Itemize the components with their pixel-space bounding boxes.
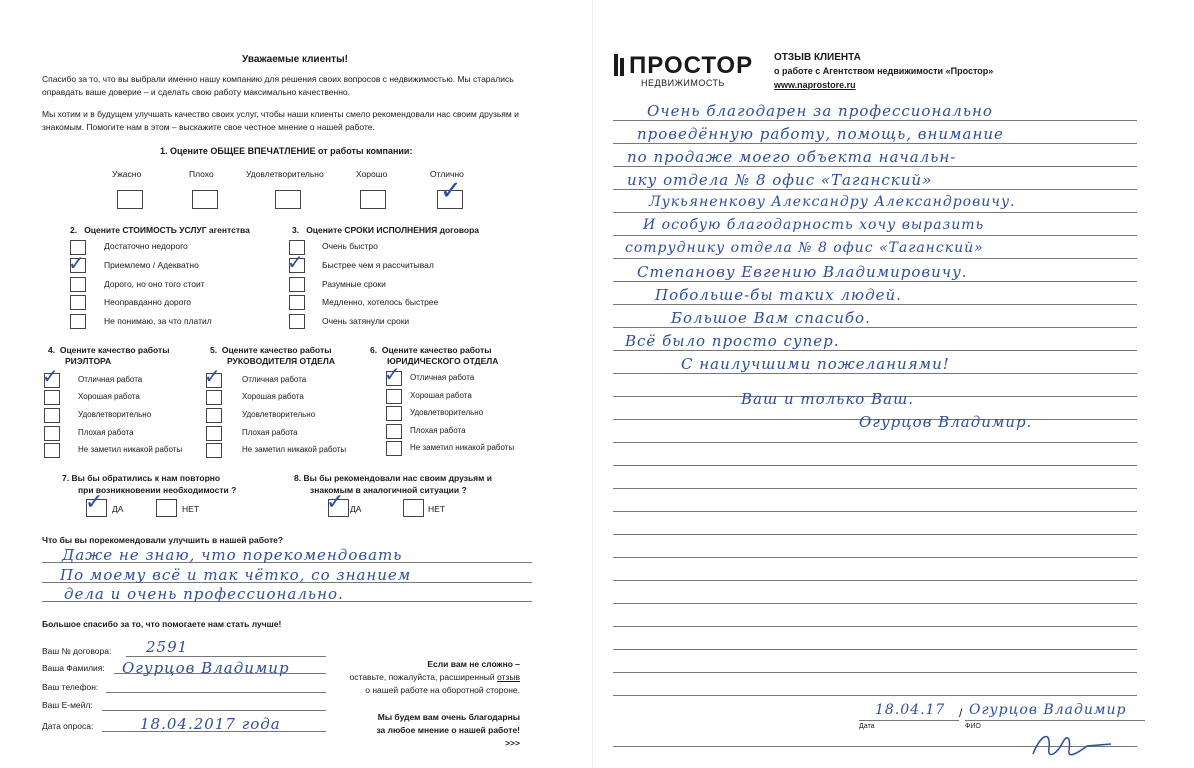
q1-checkbox[interactable] — [192, 190, 218, 209]
q7-no-label: НЕТ — [182, 504, 199, 514]
q6-option-label: Не заметил никакой работы — [410, 443, 515, 452]
q5-checkbox[interactable] — [206, 390, 222, 405]
intro-paragraph-2: Мы хотим и в будущем улучшать качество своих услуг, чтобы наши клиенты смело рекомендовали нас своим друзьям и знакомым. Помогите нам в этом – выскажите свое честное мнение о нашей работе. — [42, 109, 519, 132]
review-fio-value[interactable]: Огурцов Владимир — [969, 702, 1127, 718]
checkmark-icon: ✓ — [85, 490, 104, 515]
q4-label: 4. Оцените качество работы РИЭЛТОРА — [48, 345, 170, 366]
phone-label: Ваш телефон: — [42, 682, 99, 692]
ruled-line — [613, 189, 1137, 190]
q2-label: 2. Оцените СТОИМОСТЬ УСЛУГ агентства — [70, 225, 250, 235]
ruled-line — [613, 603, 1137, 604]
q3-checkbox[interactable] — [289, 295, 305, 310]
improve-answer-line: дела и очень профессионально. — [64, 585, 344, 603]
q6-option-label: Хорошая работа — [410, 391, 472, 400]
review-date-value[interactable]: 18.04.17 — [875, 702, 946, 718]
date-label: Дата — [859, 723, 875, 730]
ruled-line — [613, 120, 1137, 121]
gratitude-note: Мы будем вам очень благодарны за любое мнение о нашей работе! >>> — [376, 712, 520, 748]
q2-checkbox[interactable] — [70, 295, 86, 310]
ruled-line — [613, 212, 1137, 213]
q2-option-label: Достаточно недорого — [104, 241, 188, 251]
q8-label: 8. Вы бы рекомендовали нас своим друзьям и знакомым в аналогичной ситуации ? — [294, 473, 493, 495]
q8-yes-label: ДА — [350, 504, 362, 514]
checkmark-icon: ✓ — [440, 176, 462, 206]
q2-option-label: Дорого, но оно того стоит — [104, 279, 205, 289]
survey-page — [0, 0, 590, 768]
fio-line — [965, 720, 1145, 721]
q7-label: 7. Вы бы обратились к нам повторно при возникновении необходимости ? — [62, 473, 237, 495]
q1-checkbox[interactable] — [360, 190, 386, 209]
q4-option-label: Не заметил никакой работы — [78, 445, 183, 454]
ruled-line — [613, 258, 1137, 259]
checkmark-icon: ✓ — [326, 490, 345, 515]
checkmark-icon: ✓ — [42, 364, 59, 388]
q4-option-label: Отличная работа — [78, 375, 143, 384]
q5-label: 5. Оцените качество работы РУКОВОДИТЕЛЯ ОТДЕЛА — [210, 345, 335, 366]
ruled-line — [613, 304, 1137, 305]
ruled-line — [613, 695, 1137, 696]
contract-number-label: Ваш № договора: — [42, 646, 112, 656]
extended-review-note: Если вам не сложно – оставьте, пожалуйста, расширенный отзыв о нашей работе на оборотной стороне. — [349, 659, 520, 695]
review-line: Всё было просто супер. — [625, 332, 840, 350]
q1-option-label: Хорошо — [356, 169, 388, 179]
q3-checkbox[interactable] — [289, 314, 305, 329]
slash-separator: / — [959, 706, 963, 720]
contract-number-value[interactable]: 2591 — [146, 638, 189, 656]
q3-checkbox[interactable] — [289, 277, 305, 292]
q7-yes-label: ДА — [112, 504, 124, 514]
field-line — [102, 710, 326, 711]
q4-option-label: Плохая работа — [78, 428, 134, 437]
review-line: по продаже моего объекта начальн- — [627, 148, 957, 166]
ruled-line — [613, 442, 1137, 443]
checkmark-icon: ✓ — [204, 364, 221, 388]
q5-option-label: Отличная работа — [242, 375, 307, 384]
logo-mark-icon — [614, 54, 628, 76]
q5-checkbox[interactable] — [206, 408, 222, 423]
ruled-line — [613, 350, 1137, 351]
q2-option-label: Не понимаю, за что платил — [104, 316, 212, 326]
ruled-line — [613, 511, 1137, 512]
q6-label: 6. Оцените качество работы ЮРИДИЧЕСКОГО ОТДЕЛА — [370, 345, 499, 366]
q6-checkbox[interactable] — [386, 441, 402, 456]
q4-checkbox[interactable] — [44, 408, 60, 423]
review-line: Побольше-бы таких людей. — [655, 286, 902, 304]
q6-option-label: Отличная работа — [410, 373, 475, 382]
ruled-line — [613, 373, 1137, 374]
review-line: Лукьяненкову Александру Александровичу. — [649, 194, 1016, 210]
q4-checkbox[interactable] — [44, 390, 60, 405]
ruled-line — [613, 534, 1137, 535]
ruled-line — [613, 580, 1137, 581]
improve-answer-line: По моему всё и так чётко, со знанием — [60, 566, 412, 584]
review-line: С наилучшими пожеланиями! — [681, 355, 950, 373]
improve-question: Что бы вы порекомендовали улучшить в нашей работе? — [42, 535, 284, 545]
survey-date-value[interactable]: 18.04.2017 года — [140, 715, 281, 733]
review-header-subtitle: о работе с Агентством недвижимости «Простор» — [774, 66, 994, 76]
q4-checkbox[interactable] — [44, 443, 60, 458]
review-line: проведённую работу, помощь, внимание — [637, 125, 1004, 143]
q5-option-label: Плохая работа — [242, 428, 298, 437]
review-line: Огурцов Владимир. — [859, 413, 1033, 431]
logo-subtitle: НЕДВИЖИМОСТЬ — [641, 78, 725, 88]
q6-checkbox[interactable] — [386, 424, 402, 439]
review-link[interactable]: отзыв — [497, 672, 520, 682]
checkmark-icon: ✓ — [68, 251, 85, 275]
q4-option-label: Удовлетворительно — [78, 410, 152, 419]
ruled-line — [613, 235, 1137, 236]
ruled-line — [613, 488, 1137, 489]
q3-option-label: Разумные сроки — [322, 279, 386, 289]
ruled-line — [613, 557, 1137, 558]
review-line: Очень благодарен за профессионально — [647, 102, 993, 120]
review-page — [597, 0, 1194, 768]
review-line: Степанову Евгению Владимировичу. — [637, 263, 968, 281]
q3-option-label: Очень затянули сроки — [322, 316, 410, 326]
checkmark-icon: ✓ — [384, 362, 401, 386]
intro-paragraph-1: Спасибо за то, что вы выбрали именно нашу компанию для решения своих вопросов с недвижимостью. Мы старались оправдать ваше доверие – и сделать свою работу максимально качественно. — [42, 74, 514, 97]
review-line: сотруднику отдела № 8 офис «Таганский» — [625, 240, 984, 256]
q4-checkbox[interactable] — [44, 426, 60, 441]
q6-checkbox[interactable] — [386, 389, 402, 404]
q1-option-label: Отлично — [430, 169, 464, 179]
page-divider — [592, 0, 593, 768]
review-header-title: ОТЗЫВ КЛИЕНТА — [774, 52, 861, 63]
q4-option-label: Хорошая работа — [78, 392, 140, 401]
ruled-line — [613, 649, 1137, 650]
email-label: Ваш E-мейл: — [42, 700, 93, 710]
thanks-text: Большое спасибо за то, что помогаете нам стать лучше! — [42, 619, 282, 629]
q2-option-label: Приемлемо / Адекватно — [104, 260, 199, 270]
surname-label: Ваша Фамилия: — [42, 663, 105, 673]
q1-option-label: Плохо — [189, 169, 214, 179]
q6-option-label: Плохая работа — [410, 426, 466, 435]
review-line: Большое Вам спасибо. — [671, 309, 871, 327]
company-logo: ПРОСТОР — [614, 52, 753, 80]
q1-label: 1. Оцените ОБЩЕЕ ВПЕЧАТЛЕНИЕ от работы компании: — [160, 146, 413, 156]
q1-checkbox[interactable] — [117, 190, 143, 209]
review-line: ику отдела № 8 офис «Таганский» — [627, 171, 933, 189]
q2-option-label: Неоправданно дорого — [104, 297, 192, 307]
field-line — [126, 656, 326, 657]
q1-checkbox[interactable] — [275, 190, 301, 209]
q3-option-label: Быстрее чем я рассчитывал — [322, 260, 434, 270]
q5-checkbox[interactable] — [206, 426, 222, 441]
q6-checkbox[interactable] — [386, 406, 402, 421]
q5-option-label: Удовлетворительно — [242, 410, 316, 419]
ruled-line — [613, 143, 1137, 144]
ruled-line — [613, 327, 1137, 328]
review-line: Ваш и только Ваш. — [741, 390, 915, 408]
q3-option-label: Очень быстро — [322, 241, 378, 251]
website-link[interactable]: www.naprostore.ru — [774, 80, 856, 90]
q2-checkbox[interactable] — [70, 314, 86, 329]
q5-checkbox[interactable] — [206, 443, 222, 458]
q3-label: 3. Оцените СРОКИ ИСПОЛНЕНИЯ договора — [292, 225, 480, 235]
checkmark-icon: ✓ — [287, 250, 304, 274]
q2-checkbox[interactable] — [70, 277, 86, 292]
review-line: И особую благодарность хочу выразить — [643, 217, 985, 233]
ruled-line — [613, 465, 1137, 466]
ruled-line — [613, 672, 1137, 673]
q8-no-label: НЕТ — [428, 504, 445, 514]
ruled-line — [613, 166, 1137, 167]
q1-option-label: Удовлетворительно — [246, 169, 324, 179]
q5-option-label: Не заметил никакой работы — [242, 445, 347, 454]
q6-option-label: Удовлетворительно — [410, 408, 484, 417]
q1-option-label: Ужасно — [112, 169, 142, 179]
fio-label: ФИО — [965, 723, 981, 730]
q8-no-checkbox[interactable] — [403, 499, 424, 517]
surname-value[interactable]: Огурцов Владимир — [122, 659, 290, 677]
survey-date-label: Дата опроса: — [42, 721, 94, 731]
survey-title: Уважаемые клиенты! — [242, 54, 348, 65]
q3-option-label: Медленно, хотелось быстрее — [322, 297, 439, 307]
date-line — [859, 720, 959, 721]
ruled-line — [613, 281, 1137, 282]
field-line — [106, 692, 326, 693]
q7-no-checkbox[interactable] — [156, 499, 177, 517]
ruled-line — [613, 626, 1137, 627]
improve-answer-line: Даже не знаю, что порекомендовать — [62, 546, 403, 564]
signature-icon — [1027, 724, 1117, 764]
q5-option-label: Хорошая работа — [242, 392, 304, 401]
